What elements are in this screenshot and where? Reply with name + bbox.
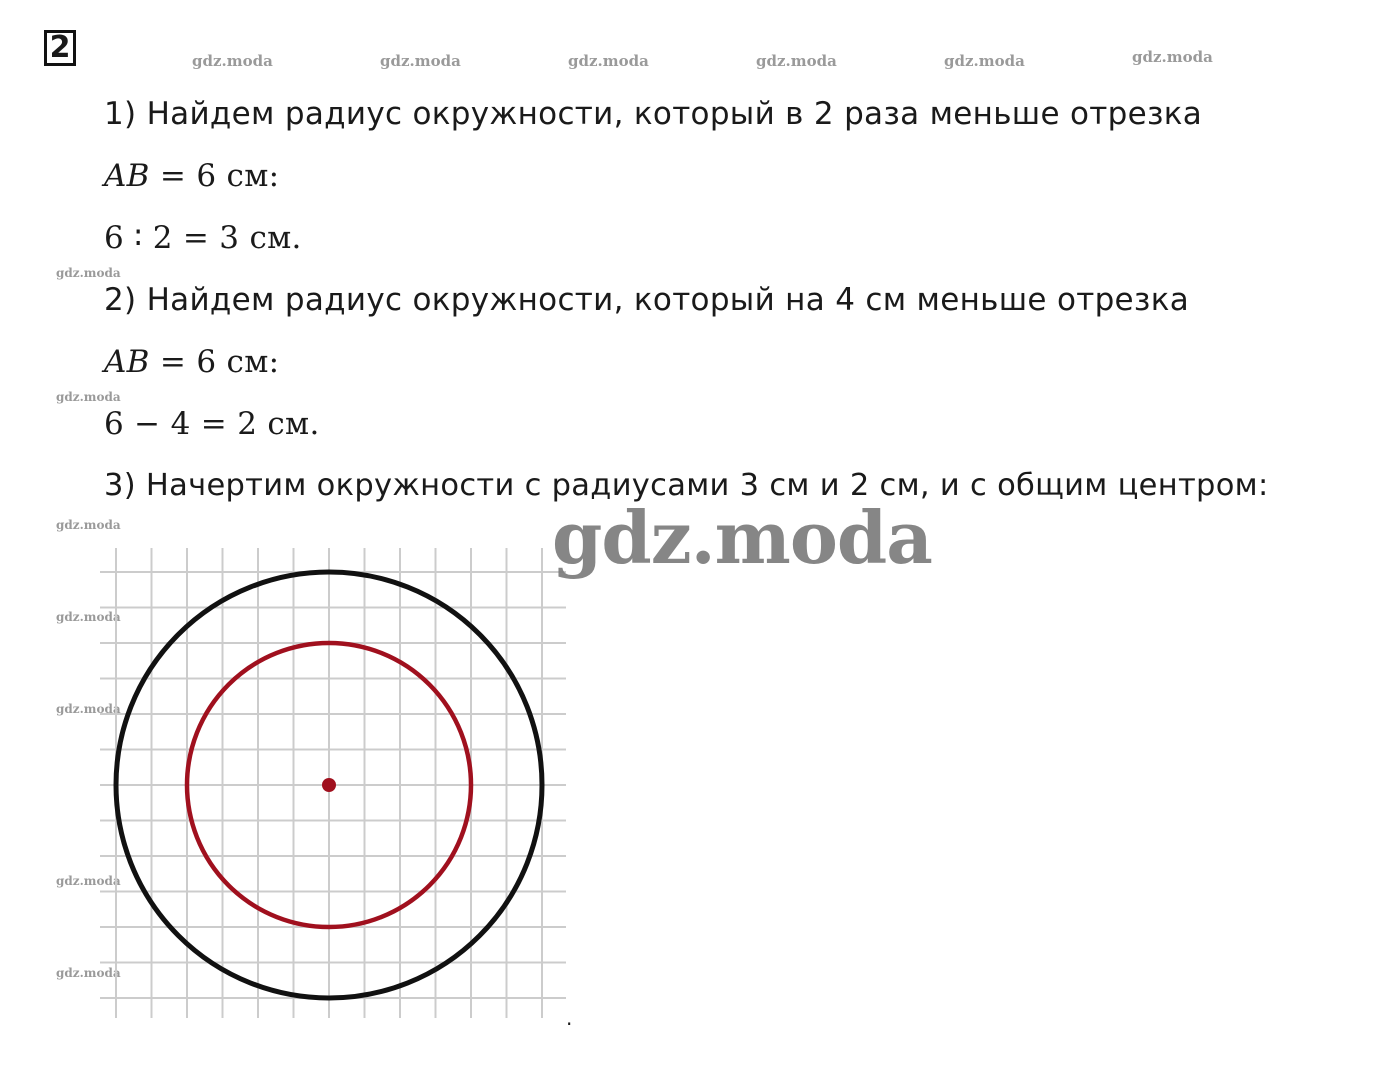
watermark: gdz.moda (56, 518, 121, 532)
watermark: gdz.moda (56, 610, 121, 624)
segment-name: AB (104, 158, 150, 194)
watermark: gdz.moda (380, 52, 461, 70)
segment-value: = 6 см: (149, 158, 280, 194)
watermark: gdz.moda (56, 966, 121, 980)
step2-calc: 6 − 4 = 2 см. (104, 406, 320, 442)
center-point (322, 778, 336, 792)
watermark: gdz.moda (1132, 48, 1213, 66)
watermark: gdz.moda (944, 52, 1025, 70)
watermark: gdz.moda (192, 52, 273, 70)
step3-text: 3) Начертим окружности с радиусами 3 см и 2 см, и с общим центром: (104, 468, 1269, 503)
watermark-logo: gdz.moda (552, 495, 932, 580)
watermark: gdz.moda (56, 390, 121, 404)
watermark: gdz.moda (56, 702, 121, 716)
task-number: 2 (44, 30, 76, 66)
step1-calc: 6 ∶ 2 = 3 см. (104, 220, 302, 256)
watermark: gdz.moda (56, 874, 121, 888)
segment-name: AB (104, 344, 150, 380)
step1-text: 1) Найдем радиус окружности, который в 2 раза меньше отрезка (104, 96, 1203, 132)
watermark: gdz.moda (56, 266, 121, 280)
watermark: gdz.moda (568, 52, 649, 70)
segment-value: = 6 см: (149, 344, 280, 380)
step2-text: 2) Найдем радиус окружности, который на 4 см меньше отрезка (104, 282, 1190, 318)
dot: . (566, 1006, 573, 1030)
watermark: gdz.moda (756, 52, 837, 70)
